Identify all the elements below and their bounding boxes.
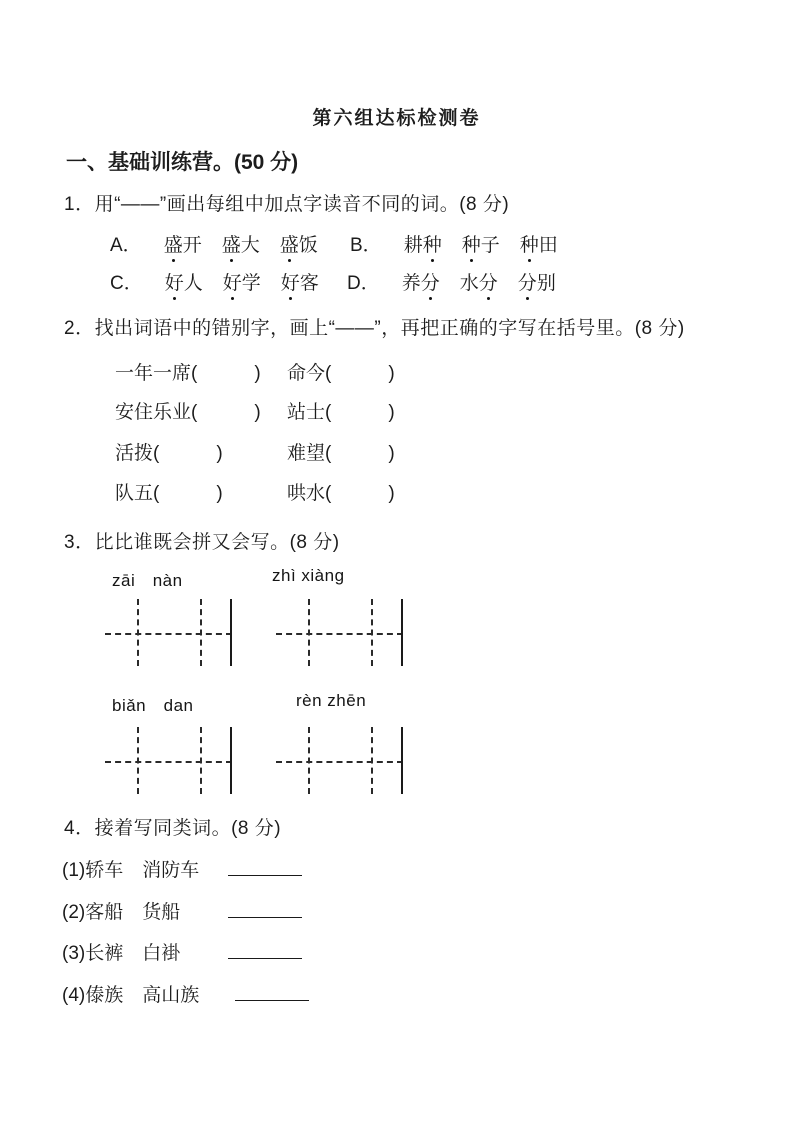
q2-left-word: 队五	[115, 483, 154, 504]
dotted-char: 种	[423, 230, 442, 257]
grid-hline-dashed	[276, 761, 403, 763]
q3-prompt: 3．比比谁既会拼又会写。(8 分)	[64, 532, 340, 553]
page-title: 第六组达标检测卷	[312, 108, 481, 129]
word-post: 客	[299, 273, 319, 294]
q4-item-number: (2)	[62, 902, 86, 923]
q2-right-cell	[287, 358, 395, 385]
word-post: 大	[240, 235, 260, 256]
q1-word	[404, 230, 442, 257]
q2-right-word: 站士	[287, 402, 326, 423]
answer-blank	[235, 1000, 309, 1001]
dotted-char: 分	[479, 268, 498, 295]
grid-hline-dashed	[276, 633, 403, 635]
answer-parens: ( )	[191, 402, 261, 423]
q2-right-cell	[287, 478, 395, 505]
q2-row	[115, 478, 535, 504]
word-pre: 养	[401, 273, 421, 294]
answer-parens: ( )	[325, 363, 395, 384]
dotted-char: 好	[223, 268, 242, 295]
q1-group-d	[347, 268, 556, 295]
answer-parens: ( )	[325, 443, 395, 464]
grid-vline-dashed-1	[308, 599, 310, 666]
grid-vline-dashed-2	[200, 599, 202, 666]
q1-group-d-label: D．	[347, 273, 380, 294]
q2-row	[115, 397, 535, 423]
writing-grid	[276, 727, 403, 794]
q4-item-number: (1)	[62, 860, 86, 881]
dotted-char: 盛	[164, 230, 183, 257]
answer-blank	[228, 917, 302, 918]
q1-group-b-label: B．	[350, 235, 382, 256]
q4-item-number: (3)	[62, 943, 86, 964]
grid-right-border	[230, 599, 232, 666]
grid-right-border	[401, 727, 403, 794]
pinyin-row	[112, 566, 532, 588]
grid-vline-dashed-1	[137, 599, 139, 666]
word-post: 饭	[298, 235, 318, 256]
grid-vline-dashed-2	[371, 599, 373, 666]
q4-item-words: 轿车 消防车	[85, 860, 200, 881]
q4-item	[62, 897, 422, 923]
writing-grid	[105, 727, 232, 794]
dotted-char: 盛	[280, 230, 299, 257]
q2-prompt: 2．找出词语中的错别字，画上“——”，再把正确的字写在括号里。(8 分)	[64, 318, 685, 339]
q2-left-word: 一年一席	[115, 363, 192, 384]
pinyin-row	[112, 691, 532, 713]
dotted-char: 分	[421, 268, 440, 295]
answer-parens: ( )	[325, 402, 395, 423]
answer-parens: ( )	[153, 483, 223, 504]
answer-parens: ( )	[325, 483, 395, 504]
dotted-char: 好	[165, 268, 184, 295]
q1-word	[520, 230, 558, 257]
q1-word	[402, 268, 440, 295]
answer-blank	[228, 958, 302, 959]
pinyin-label: zāi nàn	[112, 571, 183, 590]
word-post: 人	[183, 273, 203, 294]
q1-word	[222, 230, 260, 257]
q1-word	[164, 230, 202, 257]
q4-item-words: 客船 货船	[85, 902, 181, 923]
pinyin-label: rèn zhēn	[296, 691, 367, 710]
q4-item-words: 傣族 高山族	[85, 985, 200, 1006]
q4-item-number: (4)	[62, 985, 86, 1006]
pinyin-label: zhì xiàng	[272, 566, 345, 585]
q1-group-c	[110, 268, 319, 295]
q2-right-cell	[287, 438, 395, 465]
q2-left-word: 安住乐业	[115, 402, 192, 423]
word-post: 别	[536, 273, 556, 294]
q1-group-a-label: A．	[110, 235, 142, 256]
q2-right-cell	[287, 397, 395, 424]
writing-grid	[105, 599, 232, 666]
dotted-char: 分	[518, 268, 537, 295]
q2-right-word: 难望	[287, 443, 326, 464]
answer-parens: ( )	[191, 363, 261, 384]
q2-right-word: 哄水	[287, 483, 326, 504]
q1-word	[462, 230, 500, 257]
dotted-char: 盛	[222, 230, 241, 257]
section-heading: 一、基础训练营。(50 分)	[66, 151, 299, 174]
pinyin-label: biǎn dan	[112, 696, 194, 715]
q4-item-words: 长裤 白褂	[85, 943, 181, 964]
grid-hline-dashed	[105, 761, 232, 763]
q1-word	[223, 268, 261, 295]
q4-item	[62, 980, 422, 1006]
q1-word	[280, 230, 318, 257]
grid-right-border	[401, 599, 403, 666]
q1-word	[165, 268, 203, 295]
grid-vline-dashed-2	[200, 727, 202, 794]
q1-group-c-label: C．	[110, 273, 143, 294]
word-post: 开	[182, 235, 202, 256]
grid-vline-dashed-1	[137, 727, 139, 794]
word-post: 子	[480, 235, 500, 256]
grid-hline-dashed	[105, 633, 232, 635]
q2-right-word: 命今	[287, 363, 326, 384]
dotted-char: 好	[281, 268, 300, 295]
q1-word	[460, 268, 498, 295]
word-pre: 耕	[403, 235, 423, 256]
q1-word	[518, 268, 556, 295]
writing-grid	[276, 599, 403, 666]
dotted-char: 种	[462, 230, 481, 257]
q1-group-b	[350, 230, 558, 257]
word-pre: 水	[459, 273, 479, 294]
q2-row	[115, 358, 535, 384]
word-post: 田	[538, 235, 558, 256]
dotted-char: 种	[520, 230, 539, 257]
q4-item	[62, 938, 422, 964]
q1-group-a	[110, 230, 318, 257]
grid-vline-dashed-1	[308, 727, 310, 794]
word-post: 学	[241, 273, 261, 294]
q4-prompt: 4．接着写同类词。(8 分)	[64, 818, 282, 839]
answer-blank	[228, 875, 302, 876]
q4-item	[62, 855, 422, 881]
grid-vline-dashed-2	[371, 727, 373, 794]
q1-word	[281, 268, 319, 295]
grid-right-border	[230, 727, 232, 794]
q2-left-word: 活拨	[115, 443, 154, 464]
answer-parens: ( )	[153, 443, 223, 464]
q1-prompt: 1．用“——”画出每组中加点字读音不同的词。(8 分)	[64, 194, 510, 215]
q2-row	[115, 438, 535, 464]
